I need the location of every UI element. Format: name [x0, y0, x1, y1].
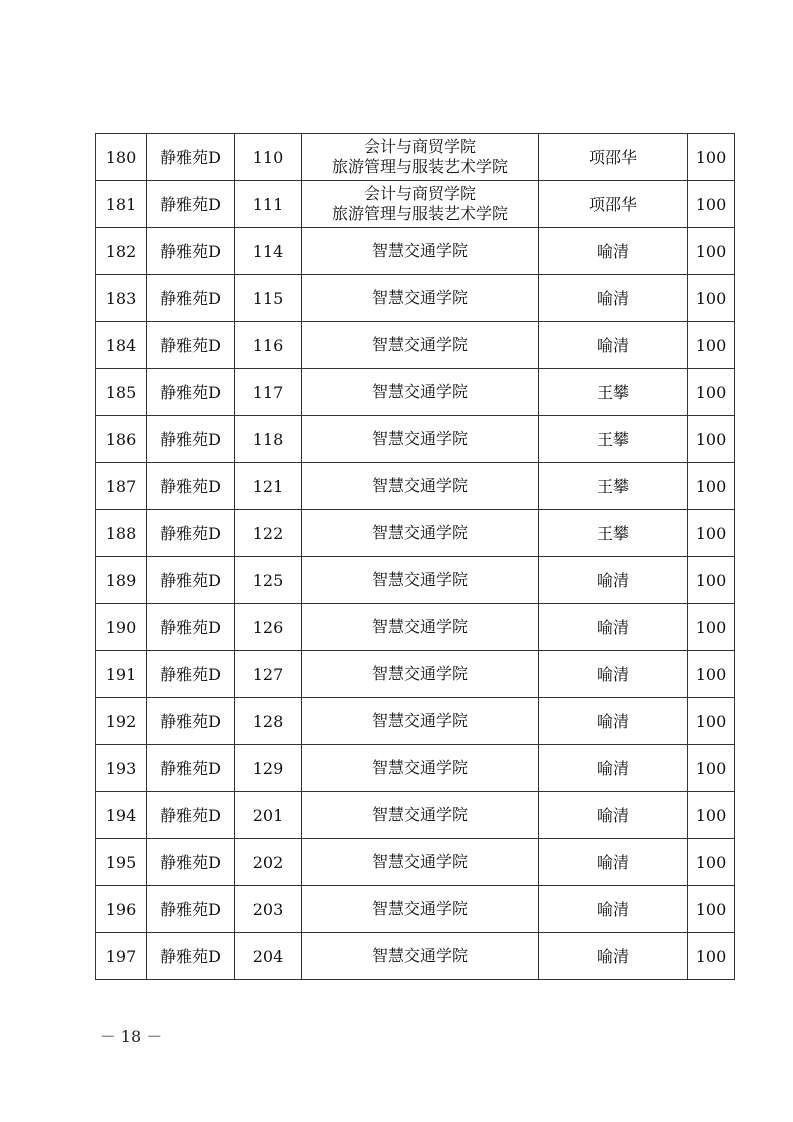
responsible-person-cell: 项邵华: [539, 181, 688, 228]
building-cell: 静雅苑D: [147, 651, 235, 698]
college-cell: [302, 557, 539, 604]
score-cell: 100: [688, 557, 735, 604]
row-number-cell: 190: [96, 604, 147, 651]
row-number-cell: 185: [96, 369, 147, 416]
score-cell: 100: [688, 651, 735, 698]
table-row: [96, 134, 735, 181]
table-row: [96, 228, 735, 275]
table-row: [96, 839, 735, 886]
room-number-cell: 126: [235, 604, 302, 651]
college-name-line: 智慧交通学院: [371, 946, 468, 965]
room-number-cell: 121: [235, 463, 302, 510]
table-body: [96, 134, 735, 980]
table-row: [96, 651, 735, 698]
responsible-person-cell: 喻清: [539, 322, 688, 369]
college-name-line: 智慧交通学院: [371, 570, 468, 589]
building-cell: 静雅苑D: [147, 839, 235, 886]
responsible-person-cell: 王攀: [539, 463, 688, 510]
room-number-cell: 204: [235, 933, 302, 980]
score-cell: 100: [688, 134, 735, 181]
table-row: [96, 604, 735, 651]
college-name-line: 智慧交通学院: [371, 523, 468, 542]
college-name-line: 智慧交通学院: [371, 335, 468, 354]
building-cell: 静雅苑D: [147, 228, 235, 275]
room-number-cell: 115: [235, 275, 302, 322]
responsible-person-cell: 喻清: [539, 933, 688, 980]
building-cell: 静雅苑D: [147, 322, 235, 369]
row-number-cell: 191: [96, 651, 147, 698]
score-cell: 100: [688, 839, 735, 886]
room-number-cell: 116: [235, 322, 302, 369]
college-cell: [302, 651, 539, 698]
row-number-cell: 195: [96, 839, 147, 886]
room-number-cell: 114: [235, 228, 302, 275]
table-row: [96, 463, 735, 510]
college-cell: [302, 745, 539, 792]
room-number-cell: 203: [235, 886, 302, 933]
college-cell: [302, 228, 539, 275]
college-name-line: 智慧交通学院: [371, 382, 468, 401]
table-row: [96, 933, 735, 980]
room-number-cell: 128: [235, 698, 302, 745]
row-number-cell: 188: [96, 510, 147, 557]
building-cell: 静雅苑D: [147, 510, 235, 557]
building-cell: 静雅苑D: [147, 275, 235, 322]
responsible-person-cell: 王攀: [539, 369, 688, 416]
college-name-line: 智慧交通学院: [371, 711, 468, 730]
college-name-line: 智慧交通学院: [371, 241, 468, 260]
score-cell: 100: [688, 181, 735, 228]
college-cell: [302, 322, 539, 369]
college-cell: [302, 933, 539, 980]
college-cell: [302, 792, 539, 839]
college-name-line: 旅游管理与服装艺术学院: [331, 157, 508, 176]
dormitory-score-table-container: [95, 133, 734, 980]
table-row: [96, 557, 735, 604]
building-cell: 静雅苑D: [147, 792, 235, 839]
responsible-person-cell: 喻清: [539, 604, 688, 651]
table-row: [96, 416, 735, 463]
score-cell: 100: [688, 416, 735, 463]
responsible-person-cell: 项邵华: [539, 134, 688, 181]
score-cell: 100: [688, 463, 735, 510]
room-number-cell: 127: [235, 651, 302, 698]
responsible-person-cell: 喻清: [539, 228, 688, 275]
table-row: [96, 181, 735, 228]
college-name-line: 智慧交通学院: [371, 805, 468, 824]
college-cell: [302, 369, 539, 416]
row-number-cell: 197: [96, 933, 147, 980]
college-cell: [302, 886, 539, 933]
college-cell: [302, 510, 539, 557]
score-cell: 100: [688, 604, 735, 651]
college-name-line: 智慧交通学院: [371, 429, 468, 448]
responsible-person-cell: 王攀: [539, 510, 688, 557]
score-cell: 100: [688, 698, 735, 745]
college-name-line: 智慧交通学院: [371, 758, 468, 777]
score-cell: 100: [688, 510, 735, 557]
row-number-cell: 194: [96, 792, 147, 839]
page-number: － 18 －: [99, 1027, 163, 1046]
row-number-cell: 186: [96, 416, 147, 463]
room-number-cell: 125: [235, 557, 302, 604]
building-cell: 静雅苑D: [147, 745, 235, 792]
room-number-cell: 110: [235, 134, 302, 181]
building-cell: 静雅苑D: [147, 181, 235, 228]
college-cell: [302, 839, 539, 886]
row-number-cell: 183: [96, 275, 147, 322]
responsible-person-cell: 喻清: [539, 698, 688, 745]
dormitory-score-table: [95, 133, 735, 980]
college-cell: [302, 416, 539, 463]
row-number-cell: 192: [96, 698, 147, 745]
college-cell: [302, 698, 539, 745]
responsible-person-cell: 喻清: [539, 651, 688, 698]
responsible-person-cell: 喻清: [539, 745, 688, 792]
score-cell: 100: [688, 933, 735, 980]
college-cell: [302, 134, 539, 181]
responsible-person-cell: 王攀: [539, 416, 688, 463]
row-number-cell: 196: [96, 886, 147, 933]
table-row: [96, 510, 735, 557]
score-cell: 100: [688, 275, 735, 322]
score-cell: 100: [688, 745, 735, 792]
room-number-cell: 202: [235, 839, 302, 886]
college-name-line: 智慧交通学院: [371, 899, 468, 918]
row-number-cell: 182: [96, 228, 147, 275]
table-row: [96, 275, 735, 322]
building-cell: 静雅苑D: [147, 369, 235, 416]
responsible-person-cell: 喻清: [539, 839, 688, 886]
college-name-line: 智慧交通学院: [371, 617, 468, 636]
college-name-line: 智慧交通学院: [371, 852, 468, 871]
college-cell: [302, 463, 539, 510]
score-cell: 100: [688, 228, 735, 275]
row-number-cell: 184: [96, 322, 147, 369]
building-cell: 静雅苑D: [147, 134, 235, 181]
college-name-line: 智慧交通学院: [371, 476, 468, 495]
table-row: [96, 698, 735, 745]
college-name-line: 旅游管理与服装艺术学院: [331, 204, 508, 223]
row-number-cell: 187: [96, 463, 147, 510]
building-cell: 静雅苑D: [147, 557, 235, 604]
score-cell: 100: [688, 886, 735, 933]
room-number-cell: 122: [235, 510, 302, 557]
building-cell: 静雅苑D: [147, 698, 235, 745]
row-number-cell: 180: [96, 134, 147, 181]
table-row: [96, 369, 735, 416]
responsible-person-cell: 喻清: [539, 557, 688, 604]
room-number-cell: 111: [235, 181, 302, 228]
building-cell: 静雅苑D: [147, 933, 235, 980]
room-number-cell: 129: [235, 745, 302, 792]
college-cell: [302, 181, 539, 228]
row-number-cell: 181: [96, 181, 147, 228]
score-cell: 100: [688, 322, 735, 369]
building-cell: 静雅苑D: [147, 604, 235, 651]
college-cell: [302, 275, 539, 322]
college-name-line: 会计与商贸学院: [363, 137, 476, 156]
building-cell: 静雅苑D: [147, 886, 235, 933]
responsible-person-cell: 喻清: [539, 886, 688, 933]
table-row: [96, 322, 735, 369]
room-number-cell: 118: [235, 416, 302, 463]
score-cell: 100: [688, 792, 735, 839]
room-number-cell: 117: [235, 369, 302, 416]
table-row: [96, 745, 735, 792]
building-cell: 静雅苑D: [147, 416, 235, 463]
responsible-person-cell: 喻清: [539, 792, 688, 839]
row-number-cell: 193: [96, 745, 147, 792]
row-number-cell: 189: [96, 557, 147, 604]
building-cell: 静雅苑D: [147, 463, 235, 510]
table-row: [96, 792, 735, 839]
college-cell: [302, 604, 539, 651]
score-cell: 100: [688, 369, 735, 416]
college-name-line: 智慧交通学院: [371, 288, 468, 307]
college-name-line: 智慧交通学院: [371, 664, 468, 683]
room-number-cell: 201: [235, 792, 302, 839]
table-row: [96, 886, 735, 933]
responsible-person-cell: 喻清: [539, 275, 688, 322]
college-name-line: 会计与商贸学院: [363, 184, 476, 203]
